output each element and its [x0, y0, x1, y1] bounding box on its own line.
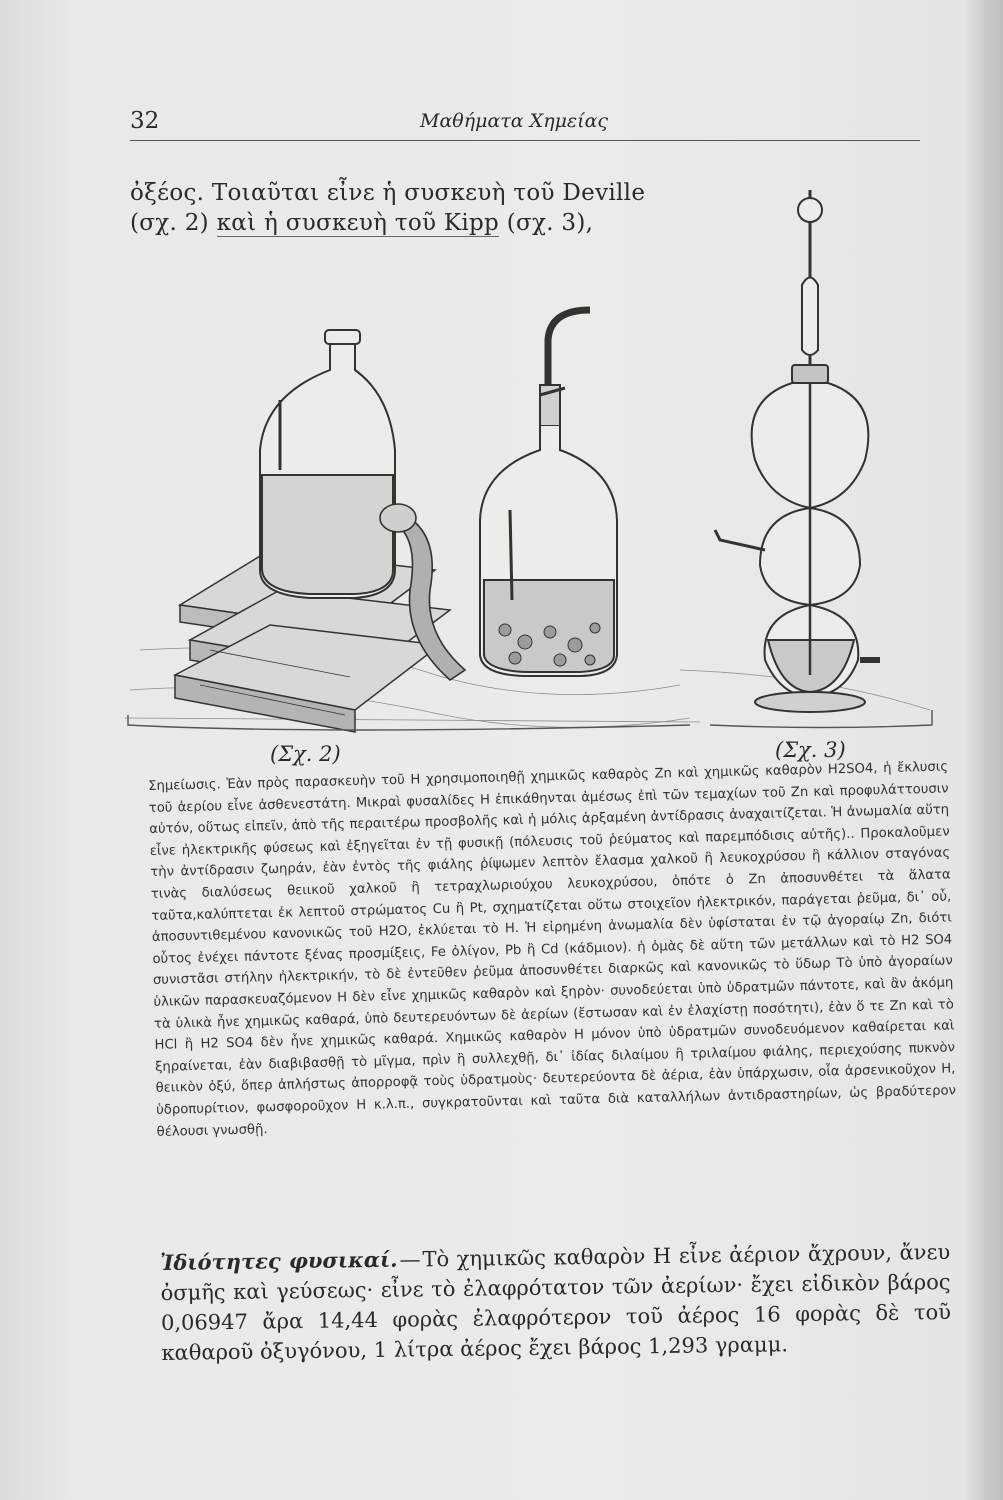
- kipp-apparatus: [715, 190, 880, 712]
- physical-properties-paragraph: [160, 1237, 952, 1368]
- page-number: 32: [130, 108, 160, 134]
- opening-line-1: ὀξέος. Τοιαῦται εἶνε ἡ συσκευὴ τοῦ Deville: [130, 180, 646, 206]
- physical-properties-section: [160, 1237, 952, 1368]
- page-header: [130, 108, 920, 141]
- opening-line-2-a: (σχ. 2): [130, 210, 217, 236]
- opening-line-2-underlined: καὶ ἡ συσκευὴ τοῦ Kipp: [216, 210, 500, 236]
- opening-line-2-c: (σχ. 3),: [499, 210, 594, 236]
- figure-frame-lines: [128, 710, 932, 730]
- figure-3-caption: (Σχ. 3): [775, 738, 846, 762]
- apparatus-illustration: [120, 170, 940, 770]
- note-paragraph-text: Σημείωσις. Ἐὰν πρὸς παρασκευὴν τοῦ Η χρησιμοποιηθῇ χημικῶς καθαρὸς Zn καὶ χημικῶς καθαρὸν H2SO4, ἡ ἔκλυσις τοῦ ἀερίου εἶνε ἀσθενεστάτη. Μικραὶ φυσαλίδες Η ἐπικάθηνται ἀμέσως ἐπὶ τῶν τεμαχίων τοῦ Zn καὶ προφυλάττουσιν αὐτόν, οὕτως εἰπεῖν, ἀπὸ τῆς περαιτέρω προσβολῆς καὶ ἡ μόλις ἀρξαμένη ἀντίδρασις ἀναχαιτίζεται. Ἡ ἀνωμαλία αὕτη εἶνε ἠλεκτρικῆς φύσεως καὶ ἐξηγεῖται ἐν τῇ φυσικῇ (πόλευσις τοῦ ῥεύματος καὶ παρεμπόδισις αὐτῆς).. Προκαλοῦμεν τὴν ἀντίδρασιν ζωηράν, ἐὰν ἐντὸς τῆς φιάλης ῥίψωμεν λεπτὸν ἔλασμα χαλκοῦ ἢ λευκοχρύσου ἢ κάλλιον σταγόνας τινὰς διαλύσεως θειικοῦ χαλκοῦ ἢ τετραχλωριούχου λευκοχρύσου, ὁπότε ὁ Zn ἀποσυνθέτει τὰ ἅλατα ταῦτα,καλύπτεται ἐκ λεπτοῦ στρώματος Cu ἢ Pt, σχηματίζεται οὕτω στοιχεῖον ἠλεκτρικόν, παράγεται ῥεῦμα, δι᾿ οὗ, ἀποσυντιθεμένου κανονικῶς τοῦ H2O, ἐκλύεται τὸ Η. Ἡ εἰρημένη ἀνωμαλία δὲν ὑφίσταται ἐν τῷ ἀγοραίῳ Zn, διότι οὗτος ἐνέχει πάντοτε ξένας προσμίξεις, Fe ὀλίγον, Pb ἢ Cd (κάδμιον). ἡ ὁμὰς δὲ αὕτη τῶν μετάλλων καὶ τὸ H2 SO4 συνιστᾶσι στήλην ἠλεκτρικήν, τὸ δὲ ἐντεῦθεν ῥεῦμα ἀποσυνθέτει διαρκῶς καὶ κανονικῶς τὸ ὕδωρ Τὸ ὑπὸ ἀγοραίων ὑλικῶν παρασκευαζόμενον Η δὲν εἶνε χημικῶς καθαρὸν καὶ ξηρὸν· συνοδεύεται ὑπὸ ὑδρατμῶν πάντοτε, καὶ ἂν ἀκόμη τὰ ὑλικὰ ἦνε χημικῶς καθαρά, ὑπὸ δευτερευόντων δὲ ἀερίων (ἔστωσαν καὶ ἐν ἐλαχίστῃ ποσότητι), ἐὰν ὅ τε Zn καὶ τὸ HCl ἢ H2 SO4 δὲν ἦνε χημικῶς καθαρά. Χημικῶς καθαρὸν Η μόνον ὑπὸ ὑδρατμῶν συνοδευόμενον καθαίρεται καὶ ξηραίνεται, ἐὰν διαβιβασθῇ τὸ μῖγμα, πρὶν ἢ συλλεχθῇ, δι᾿ ἰδίας διλαίμου ἢ τριλαίμου φιάλης, περιεχούσης πυκνὸν θειικὸν ὀξύ, ὅπερ ἀπλήστως ἀπορροφᾷ τοὺς ὑδρατμοὺς· δευτερεύοντα δὲ ἀέρια, ἐὰν ὑπάρχωσιν, οἷα ἀρσενικοῦχον Η, ὑδροπυρίτιον, φωσφοροῦχον Η κ.λ.π., συγκρατοῦνται καὶ ταῦτα διὰ καταλλήλων ἀντιδραστηρίων, ὡς βραδύτερον θέλουσι γνωσθῇ.: [148, 759, 957, 1140]
- page-binding-edge: [965, 0, 1003, 1500]
- section-dash: —: [399, 1247, 421, 1272]
- figure-2-caption: (Σχ. 2): [270, 742, 341, 766]
- note-paragraph: [148, 756, 957, 1143]
- middle-bottle: [480, 310, 617, 676]
- running-title: Μαθήματα Χημείας: [420, 110, 609, 132]
- section-text: Τὸ χημικῶς καθαρὸν Η εἶνε ἀέριον ἄχρουν, ἄνευ ὀσμῆς καὶ γεύσεως· εἶνε τὸ ἐλαφρότατον τῶν ἀερίων· ἔχει εἰδικὸν βάρος 0,06947 ἄρα 14,44 φορὰς ἐλαφρότερον τοῦ ἀέρος 16 φορὰς δὲ τοῦ καθαροῦ ὀξυγόνου, 1 λίτρα ἀέρος ἔχει βάρος 1,293 γραμμ.: [160, 1239, 952, 1365]
- large-bottle: [260, 330, 395, 598]
- section-heading: Ἰδιότητες φυσικαί.: [160, 1246, 398, 1275]
